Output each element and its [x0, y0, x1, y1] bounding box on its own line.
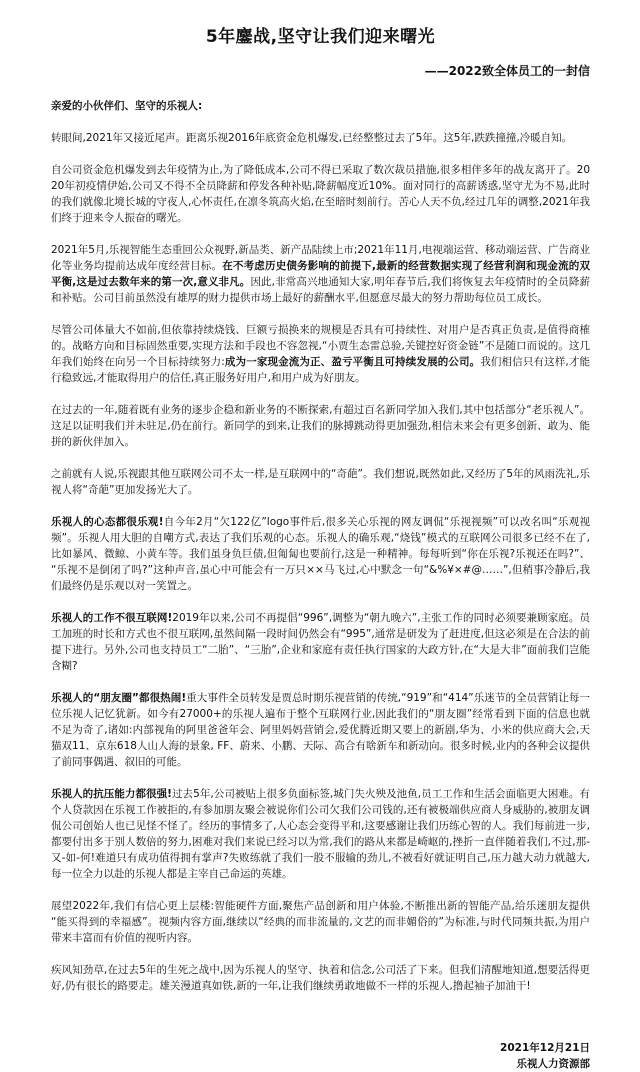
section-stress-resistance-heading: 乐视人的抗压能力都很强! — [51, 788, 172, 800]
paragraph-2021-results-pre: 2021年5月,乐视智能生态重回公众视野,新品类、新产品陆续上市;2021年11月,电视端运营、移动端运营、广告商业化等业务均提前达成年度经营目标。 — [51, 244, 590, 272]
paragraph-crisis-history: 自公司资金危机爆发到去年疫情为止,为了降低成本,公司不得已采取了数次裁员措施,很多相伴多年的战友离开了。2020年初疫情伊始,公司又不得不全员降薪和停发各种补贴,降薪幅度近10%。面对同行的高薪诱惑,坚守尤为不易,此时的我们就像北境长城的守夜人,心怀责任,在凛冬筑高火焰,在至暗时刻前行。苦心人天不负,经过几年的调整,2021年我们终于迎来令人振奋的曙光。 — [51, 164, 590, 224]
signature-date: 2021年12月21日 — [500, 1042, 590, 1054]
paragraph-2021-results-post: 因此,非常高兴地通知大家,明年春节后,我们将恢复去年疫情时的全员降薪和补贴。公司目前虽然没有雄厚的财力提供市场上最好的薪酬水平,但愿意尽最大的努力帮助每位员工成长。 — [51, 276, 590, 304]
section-friend-circle-body: 重大事件全员转发是贾总时期乐视营销的传统,“919”和“414”乐迷节的全员营销让每一位乐视人记忆犹新。如今有27000+的乐视人遍布于整个互联网行业,因此我们的“朋友圈”经常看到下面的信息也就不足为奇了,诸如:内部视角的阿里爸爸年会、阿里妈妈营销会,爱优腾近期又要上的新剧,华为、小米的供应商大会,天猫双11、京东618人山人海的景象, FF、蔚来、小鹏、天际、高合有啥新车和新动向。很多时候,业内的各种会议提供了前同事偶遇、叙旧的可能。 — [51, 692, 590, 768]
section-optimistic-mindset — [51, 514, 590, 594]
letter-subtitle: ——2022致全体员工的一封信 — [424, 64, 590, 78]
section-optimistic-mindset-heading: 乐视人的心态都很乐观! — [51, 516, 164, 528]
section-stress-resistance — [51, 786, 590, 882]
section-friend-circle-heading: 乐视人的“朋友圈”都很热闹! — [51, 692, 187, 704]
paragraph-closing: 疾风知劲草,在过去5年的生死之战中,因为乐视人的坚守、执着和信念,公司活了下来。但我们清醒地知道,想要活得更好,仍有很长的路要走。雄关漫道真如铁,新的一年,让我们继续勇敢地做不一样的乐视人,撸起袖子加油干! — [51, 964, 590, 992]
paragraph-strategy-goal-post: 我们相信只有这样,才能行稳致远,才能取得用户的信任,真正服务好用户,和用户成为好朋友。 — [51, 356, 590, 384]
paragraph-new-members: 在过去的一年,随着既有业务的逐步企稳和新业务的不断探索,有超过百名新同学加入我们,其中包括部分“老乐视人”。这足以证明我们并未驻足,仍在前行。新同学的到来,让我们的脉搏跳动得更加强劲,相信未来会有更多创新、敢为、能拼的新伙伴加入。 — [51, 404, 590, 448]
paragraph-strategy-goal-bold: 成为一家现金流为正、盈亏平衡且可持续发展的公司。 — [224, 356, 481, 368]
section-work-style — [51, 610, 590, 674]
paragraph-strategy-goal-pre: 尽管公司体量大不如前,但依靠持续烧钱、巨额亏损换来的规模是否具有可持续性、对用户是否真正负责,是值得商榷的。战略方向和目标固然重要,实现方法和手段也不容忽视,“小贾生态雷总验,关键控好资金链”不是随口而说的。这几年我们始终在向另一个目标持续努力: — [51, 324, 590, 368]
paragraph-2021-results-bold: 在不考虑历史债务影响的前提下,最新的经营数据实现了经营利润和现金流的双平衡,这是过去数年来的第一次,意义非凡。 — [51, 260, 590, 288]
section-work-style-body: 2019年以来,公司不再提倡“996”,调整为“朝九晚六”,主张工作的同时必须要兼顾家庭。员工加班的时长和方式也不很互联网,虽然间隔一段时间仍然会有“995”,通常是研发为了赶进度,但这必须是在合法的前提下进行。另外,公司也支持员工“二胎”、“三胎”,企业和家庭有责任执行国家的大政方针,在“大是大非”面前我们岂能含糊? — [51, 612, 590, 672]
signature-block — [51, 1040, 590, 1072]
paragraph-2021-results — [51, 242, 590, 306]
salutation: 亲爱的小伙伴们、坚守的乐视人: — [51, 100, 203, 112]
paragraph-strategy-goal — [51, 322, 590, 386]
section-friend-circle — [51, 690, 590, 770]
letter-title: 5年鏖战,坚守让我们迎来曙光 — [205, 27, 436, 47]
paragraph-outlook-2022: 展望2022年,我们有信心更上层楼:智能硬件方面,聚焦产品创新和用户体验,不断推出新的智能产品,给乐迷朋友提供“能买得到的幸福感”。视频内容方面,继续以“经典的而非流量的,文艺的而非媚俗的”为标准,与时代同频共振,为用户带来丰富而有价值的视听内容。 — [51, 900, 590, 944]
paragraph-opening: 转眼间,2021年又接近尾声。距离乐视2016年底资金危机爆发,已经整整过去了5年。这5年,跌跌撞撞,冷暖自知。 — [51, 132, 573, 144]
section-stress-resistance-body: 过去5年,公司被贴上很多负面标签,城门失火殃及池鱼,员工工作和生活会面临更大困难。有个人贷款因在乐视工作被拒的,有参加朋友聚会被说你们公司欠我们公司钱的,还有被极端供应商人身威胁的,被朋友调侃公司创始人也已见怪不怪了。经历的事情多了,人心态会变得平和,这要感谢让我们历练心智的人。我们每前进一步,都要付出多于别人数倍的努力,困难对我们来说已经习以为常,我们的路从来都是崎岖的,挫折一直伴随着我们,不过,那-又-如-何!难道只有成功值得拥有掌声?失败练就了我们一股不服输的劲儿,不被看好就证明自己,压力越大动力就越大,每一位全力以赴的乐视人都是主宰自己命运的英雄。 — [51, 788, 590, 880]
signature-department: 乐视人力资源部 — [516, 1058, 590, 1070]
paragraph-qipa: 之前就有人说,乐视跟其他互联网公司不太一样,是互联网中的“奇葩”。我们想说,既然如此,又经历了5年的风雨洗礼,乐视人将“奇葩”更加发扬光大了。 — [51, 468, 590, 496]
section-work-style-heading: 乐视人的工作不很互联网! — [51, 612, 173, 624]
section-optimistic-mindset-body: 自今年2月“欠122亿”logo事件后,很多关心乐视的网友调侃“乐视视频”可以改名叫“乐观视频”。乐视人用大胆的自嘲方式,表达了我们乐观的心态。乐视人的确乐观,“烧钱”模式的互联网公司很多已经不在了,比如暴风、微鲸、小黄车等。我们虽身负巨债,但匍匐也要前行,这是一种精神。每每听到“你在乐视?乐视还在吗?”、“乐视不是倒闭了吗?”这种声音,虽心中可能会有一万只××马飞过,心中默念一句“&%¥×#@……”,但稍事冷静后,我们最终仍是乐观以对一笑置之。 — [51, 516, 590, 592]
